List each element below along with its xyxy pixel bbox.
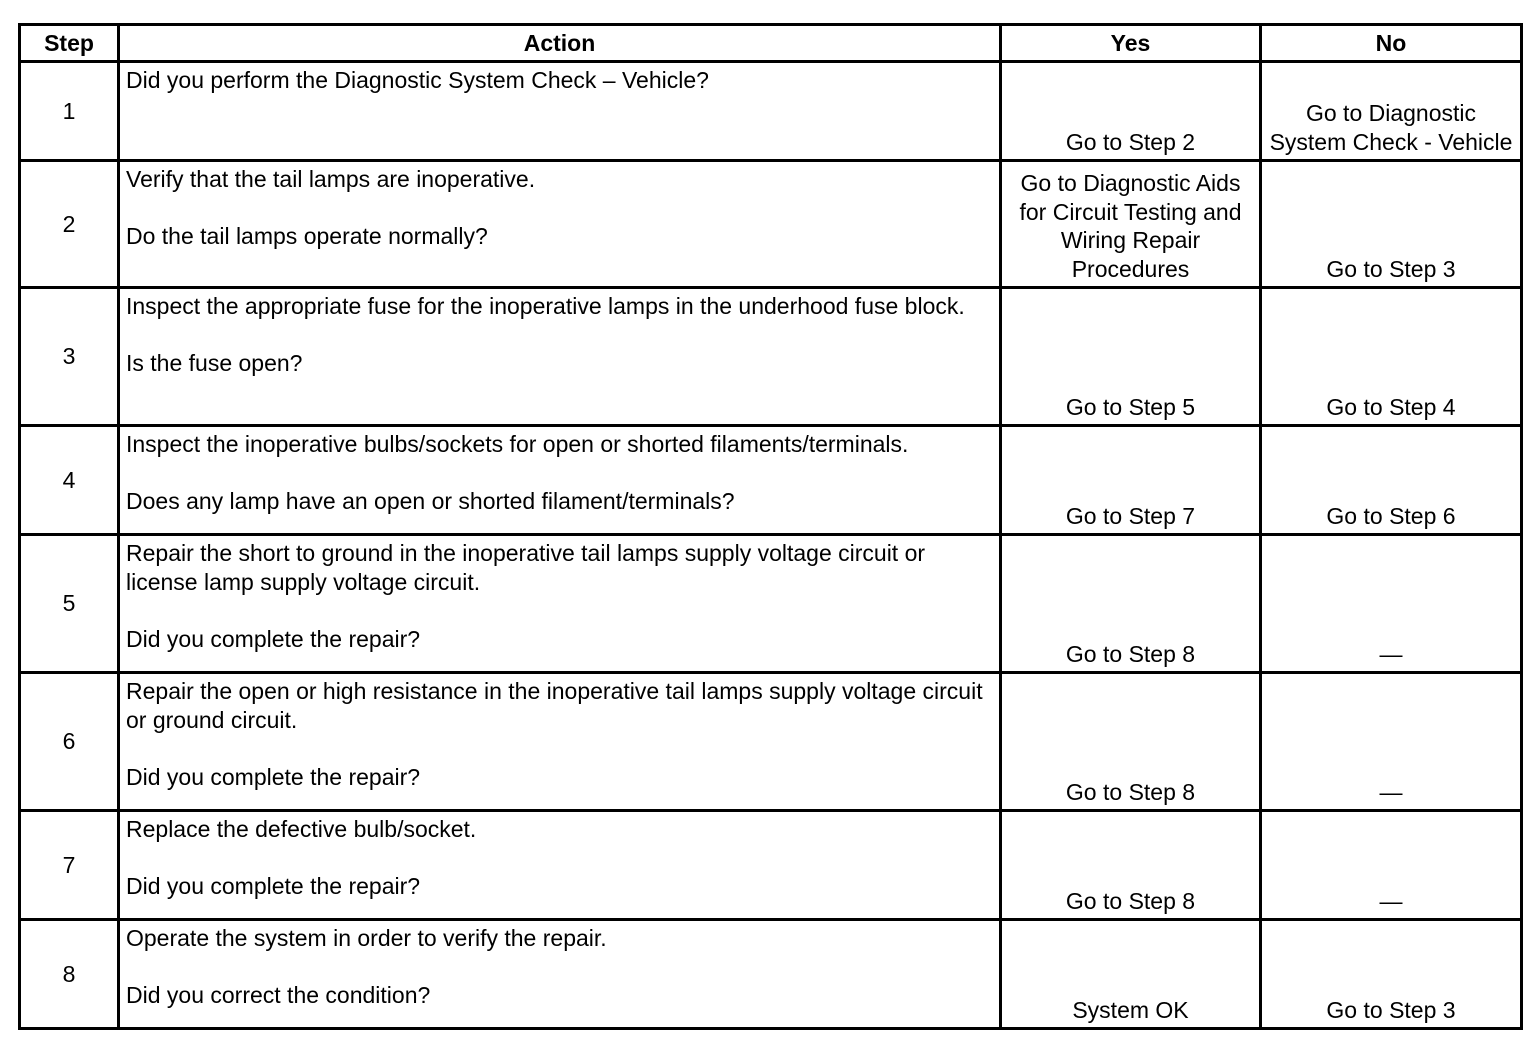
header-step: Step (20, 25, 119, 62)
step-number: 4 (20, 426, 119, 535)
table-row (20, 535, 1522, 673)
step-number: 8 (20, 920, 119, 1029)
action-cell (119, 920, 1001, 1029)
action-question: Did you perform the Diagnostic System Check – Vehicle? (126, 67, 709, 93)
yes-result: Go to Step 2 (1001, 62, 1261, 161)
action-cell (119, 673, 1001, 811)
action-instruction: Repair the short to ground in the inoperative tail lamps supply voltage circuit or license lamp supply voltage circuit. (126, 540, 926, 595)
step-number: 6 (20, 673, 119, 811)
diagnostic-table (18, 23, 1523, 1030)
action-cell (119, 535, 1001, 673)
diagnostic-table-container (18, 23, 1520, 1030)
no-result: — (1261, 811, 1522, 920)
action-question: Do the tail lamps operate normally? (126, 223, 488, 249)
action-instruction: Inspect the appropriate fuse for the inoperative lamps in the underhood fuse block. (126, 293, 965, 319)
action-question: Did you correct the condition? (126, 982, 431, 1008)
yes-result: Go to Step 8 (1001, 811, 1261, 920)
table-row (20, 288, 1522, 426)
action-cell (119, 811, 1001, 920)
yes-result: System OK (1001, 920, 1261, 1029)
action-question: Does any lamp have an open or shorted filament/terminals? (126, 488, 735, 514)
table-row (20, 673, 1522, 811)
yes-result: Go to Step 8 (1001, 673, 1261, 811)
table-row (20, 426, 1522, 535)
table-row (20, 62, 1522, 161)
action-cell (119, 426, 1001, 535)
step-number: 5 (20, 535, 119, 673)
yes-result: Go to Step 8 (1001, 535, 1261, 673)
no-result: Go to Step 6 (1261, 426, 1522, 535)
header-yes: Yes (1001, 25, 1261, 62)
action-instruction: Operate the system in order to verify the repair. (126, 925, 607, 951)
yes-result: Go to Step 5 (1001, 288, 1261, 426)
yes-result: Go to Step 7 (1001, 426, 1261, 535)
table-row (20, 920, 1522, 1029)
step-number: 2 (20, 161, 119, 288)
no-result: — (1261, 535, 1522, 673)
no-result: Go to Step 3 (1261, 920, 1522, 1029)
action-instruction: Inspect the inoperative bulbs/sockets for open or shorted filaments/terminals. (126, 431, 909, 457)
header-row (20, 25, 1522, 62)
table-row (20, 811, 1522, 920)
header-action: Action (119, 25, 1001, 62)
table-row (20, 161, 1522, 288)
action-question: Is the fuse open? (126, 350, 303, 376)
no-result: Go to Diagnostic System Check - Vehicle (1261, 62, 1522, 161)
step-number: 1 (20, 62, 119, 161)
action-instruction: Replace the defective bulb/socket. (126, 816, 477, 842)
no-result: Go to Step 4 (1261, 288, 1522, 426)
step-number: 7 (20, 811, 119, 920)
no-result: Go to Step 3 (1261, 161, 1522, 288)
action-question: Did you complete the repair? (126, 873, 421, 899)
action-instruction: Verify that the tail lamps are inoperative. (126, 166, 536, 192)
step-number: 3 (20, 288, 119, 426)
action-cell (119, 62, 1001, 161)
action-cell (119, 161, 1001, 288)
action-instruction: Repair the open or high resistance in the inoperative tail lamps supply voltage circuit or ground circuit. (126, 678, 983, 733)
action-question: Did you complete the repair? (126, 763, 421, 790)
action-question: Did you complete the repair? (126, 625, 421, 652)
yes-result: Go to Diagnostic Aids for Circuit Testing and Wiring Repair Procedures (1001, 161, 1261, 288)
header-no: No (1261, 25, 1522, 62)
no-result: — (1261, 673, 1522, 811)
action-cell (119, 288, 1001, 426)
